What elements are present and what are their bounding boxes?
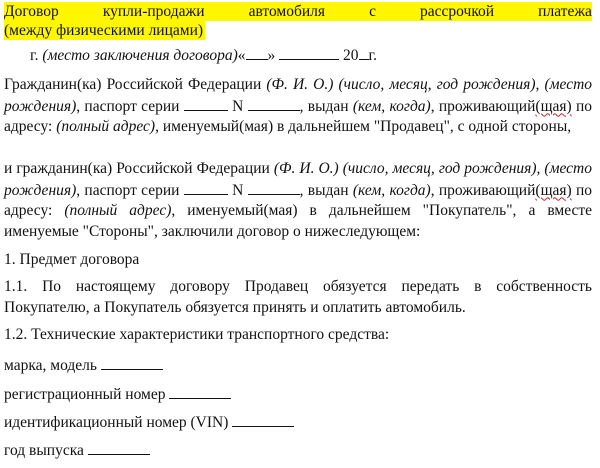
title-word: купли-продажи — [102, 3, 205, 20]
title-line-1 — [4, 2, 592, 21]
reg-number-blank — [169, 384, 231, 399]
title-word: рассрочкой — [420, 3, 495, 20]
make-model-blank — [101, 355, 163, 370]
month-blank — [279, 45, 339, 60]
passport-series-blank — [184, 180, 228, 195]
vin-blank — [232, 412, 294, 427]
title-word: Договор — [4, 3, 59, 20]
day-blank — [246, 45, 268, 60]
passport-series-blank — [184, 96, 228, 111]
title-word: с — [369, 3, 376, 20]
field-year: год выпуска — [4, 440, 150, 461]
buyer-paragraph: и гражданин(ка) Российской Федерации (Ф. И. О.) (число, месяц, год рождения), (место рождения), паспорт серии N , выдан (кем, когда), проживающий(щая) по адресу: (полный адрес), именуемый(мая) в дальнейшем "Покупатель", а вместе именуемые "Стороны", заключили договор о нижеследующем: — [4, 160, 593, 240]
title-word: платежа — [538, 3, 592, 20]
year-of-issue-blank — [88, 440, 150, 455]
field-make-model: марка, модель — [4, 355, 163, 376]
field-vin: идентификационный номер (VIN) — [4, 412, 294, 433]
seller-paragraph: Гражданин(ка) Российской Федерации (Ф. И. О.) (число, месяц, год рождения), (место рождения), паспорт серии N , выдан (кем, когда), проживающий(щая) по адресу: (полный адрес), именуемый(мая) в дальнейшем "Продавец", с одной стороны, — [4, 76, 593, 135]
place-placeholder: (место заключения договора) — [42, 47, 238, 64]
title-word: автомобиля — [248, 3, 326, 20]
year-blank — [359, 45, 369, 60]
document-title — [4, 2, 592, 40]
clause-1-1: 1.1. По настоящему договору Продавец обязуется передать в собственность Покупателю, а Покупатель обязуется принять и оплатить автомобиль. — [4, 278, 592, 316]
passport-number-blank — [248, 180, 300, 195]
section-heading: 1. Предмет договора — [4, 251, 140, 268]
clause-1-2: 1.2. Технические характеристики транспортного средства: — [4, 326, 390, 343]
field-reg-number: регистрационный номер — [4, 384, 231, 405]
passport-number-blank — [248, 96, 300, 111]
title-line-2: (между физическими лицами) — [4, 22, 204, 39]
place-date-line: г. (место заключения договора)« » 20 г. — [30, 47, 377, 64]
